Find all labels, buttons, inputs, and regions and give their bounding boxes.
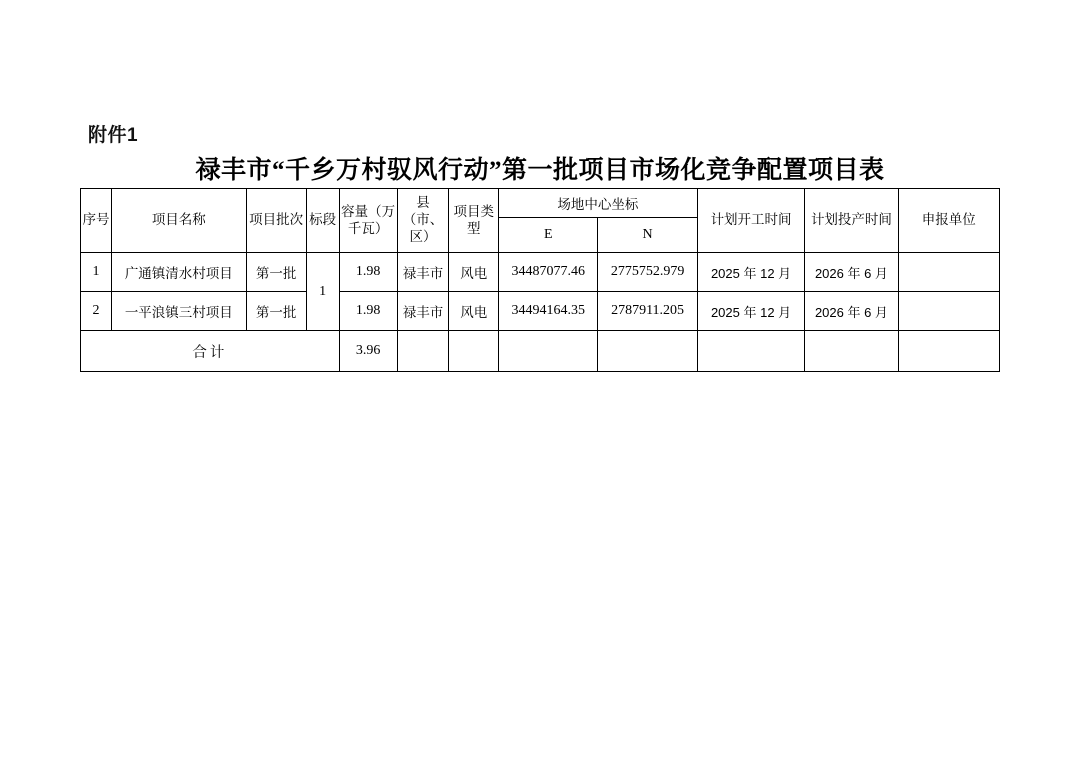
- table-body: [81, 253, 1000, 372]
- table-total-row: [81, 331, 1000, 372]
- header-seq-label: 序号: [82, 212, 110, 228]
- cell-project-name: 一平浪镇三村项目: [112, 292, 247, 331]
- cell-seq: 2: [81, 292, 112, 331]
- header-capacity: 容量（万千瓦）: [339, 189, 397, 253]
- cell-capacity: 1.98: [339, 253, 397, 292]
- header-section: 标段: [306, 189, 339, 253]
- cell-total-coordinate-e: [499, 331, 598, 372]
- table-row: [81, 253, 1000, 292]
- project-allocation-table: [80, 188, 1000, 372]
- table-row: [81, 292, 1000, 331]
- cell-coordinate-n: 2775752.979: [598, 253, 697, 292]
- header-coordinate-n: N: [598, 218, 697, 253]
- cell-county: 禄丰市: [397, 253, 449, 292]
- header-county: 县（市、区）: [397, 189, 449, 253]
- cell-total-label: 合计: [81, 331, 340, 372]
- cell-declaring-unit: [898, 292, 999, 331]
- cell-total-planned-production: [805, 331, 898, 372]
- cell-total-coordinate-n: [598, 331, 697, 372]
- cell-planned-production: 2026 年 6 月: [805, 292, 898, 331]
- cell-total-county: [397, 331, 449, 372]
- cell-batch: 第一批: [246, 253, 306, 292]
- cell-planned-production: 2026 年 6 月: [805, 253, 898, 292]
- cell-seq: 1: [81, 253, 112, 292]
- cell-planned-start: 2025 年 12 月: [697, 292, 805, 331]
- header-project-name: 项目名称: [112, 189, 247, 253]
- cell-declaring-unit: [898, 253, 999, 292]
- header-coordinate-e: E: [499, 218, 598, 253]
- cell-total-declaring-unit: [898, 331, 999, 372]
- cell-coordinate-n: 2787911.205: [598, 292, 697, 331]
- header-coordinates-group: 场地中心坐标: [499, 189, 698, 218]
- cell-project-type: 风电: [449, 253, 499, 292]
- cell-batch: 第一批: [246, 292, 306, 331]
- cell-total-capacity: 3.96: [339, 331, 397, 372]
- cell-coordinate-e: 34487077.46: [499, 253, 598, 292]
- cell-coordinate-e: 34494164.35: [499, 292, 598, 331]
- cell-capacity: 1.98: [339, 292, 397, 331]
- header-planned-start: 计划开工时间: [697, 189, 805, 253]
- header-batch: 项目批次: [246, 189, 306, 253]
- header-declaring-unit: 申报单位: [898, 189, 999, 253]
- cell-project-name: 广通镇清水村项目: [112, 253, 247, 292]
- header-planned-production: 计划投产时间: [805, 189, 898, 253]
- cell-total-project-type: [449, 331, 499, 372]
- attachment-label: 附件1: [88, 125, 139, 146]
- header-project-type: 项目类型: [449, 189, 499, 253]
- header-seq: [81, 189, 112, 253]
- table-header: [81, 189, 1000, 253]
- cell-section: 1: [306, 253, 339, 331]
- cell-county: 禄丰市: [397, 292, 449, 331]
- cell-planned-start: 2025 年 12 月: [697, 253, 805, 292]
- cell-total-planned-start: [697, 331, 805, 372]
- cell-project-type: 风电: [449, 292, 499, 331]
- page-title: 禄丰市“千乡万村驭风行动”第一批项目市场化竞争配置项目表: [195, 157, 885, 184]
